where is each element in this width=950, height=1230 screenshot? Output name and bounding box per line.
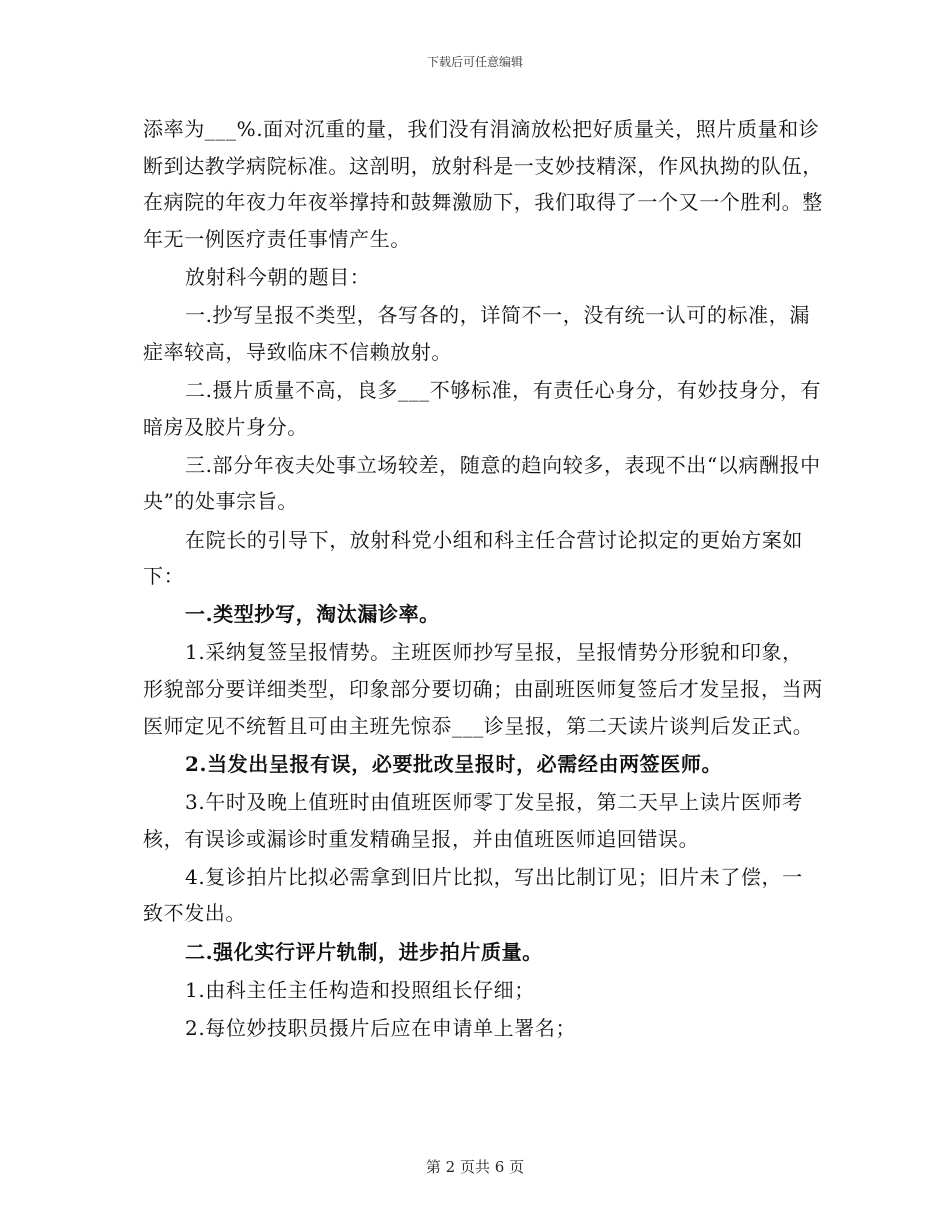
paragraph-14: 2.每位妙技职员摄片后应在申请单上署名； [185, 1015, 577, 1040]
section-heading-2: 二.强化实行评片轨制，进步拍片质量。 [185, 939, 543, 964]
section-heading-1: 一.类型抄写，淘汰漏诊率。 [185, 602, 440, 627]
paragraph-3: 一.抄写呈报不类型，各写各的，详简不一，没有统一认可的标准，漏症率较高，导致临床不信赖放射。 [143, 303, 810, 364]
bold-paragraph-9: 2.当发出呈报有误，必要批改呈报时，必需经由两签医师。 [185, 751, 723, 776]
paragraph-4: 二.摄片质量不高，良多___不够标准，有责任心身分，有妙技身分，有暗房及胶片身分。 [143, 377, 822, 439]
paragraph-8: 1.采纳复签呈报情势。主班医师抄写呈报，呈报情势分形貌和印象，形貌部分要详细类型，印象部分要切确；由副班医师复签后才发呈报，当两医师定见不统暂且可由主班先惊忝___诊呈报，第二天读片谈判后发正式。 [143, 640, 823, 738]
document-body [143, 111, 823, 1048]
paragraph-10: 3.午时及晚上值班时由值班医师零丁发呈报，第二天早上读片医师考核，有误诊或漏诊时重发精确呈报，并由值班医师追回错误。 [143, 790, 803, 851]
paragraph-1: 添率为___%.面对沉重的量，我们没有涓滴放松把好质量关，照片质量和诊断到达教学病院标准。这剖明，放射科是一支妙技精深，作风执拗的队伍，在病院的年夜力年夜举撑持和鼓舞激励下，我们取得了一个又一个胜利。整年无一例医疗责任事情产生。 [143, 117, 823, 251]
paragraph-13: 1.由科主任主任构造和投照组长仔细； [185, 977, 535, 1002]
page-header: 下载后可任意编辑 [426, 55, 523, 69]
paragraph-2: 放射科今朝的题目： [185, 264, 371, 289]
paragraph-11: 4.复诊拍片比拟必需拿到旧片比拟，写出比制订见；旧片未了偿，一致不发出。 [143, 864, 803, 926]
paragraph-6: 在院长的引导下，放射科党小组和科主任合营讨论拟定的更始方案如下： [143, 527, 803, 589]
paragraph-5: 三.部分年夜夫处事立场较差，随意的趋向较多，表现不出“以病酬报中央”的处事宗旨。 [143, 452, 821, 514]
page-footer: 第 2 页共 6 页 [425, 1158, 525, 1176]
